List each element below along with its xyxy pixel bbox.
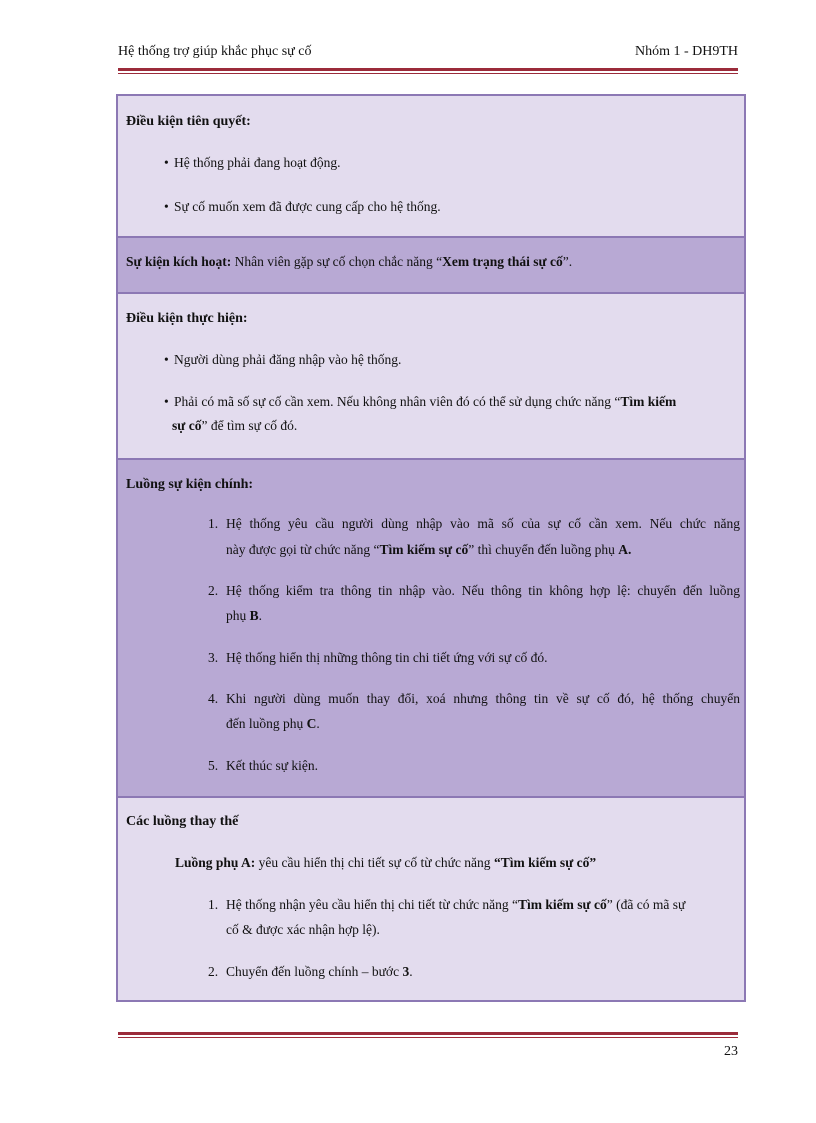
list-item-continuation: sự cố” để tìm sự cố đó. — [172, 418, 298, 433]
conditions-section: Điều kiện thực hiện: • Người dùng phải đăng nhập vào hệ thống. • Phải có mã số sự cố cần xem. Nếu không nhân viên đó có thể sử dụng chức năng “Tìm kiếm sự cố” để tìm sự cố đó. — [118, 294, 744, 460]
header-title: Hệ thống trợ giúp khắc phục sự cố — [118, 44, 312, 59]
page-header — [118, 44, 738, 64]
use-case-table — [116, 94, 746, 1002]
header-group: Nhóm 1 - DH9TH — [634, 44, 738, 59]
header-rule — [118, 68, 738, 74]
alt-flows-title: Các luồng thay thế — [126, 814, 239, 829]
preconditions-section: Điều kiện tiên quyết: • Hệ thống phải đang hoạt động. • Sự cố muốn xem đã được cung cấp cho hệ thống. — [118, 96, 744, 238]
conditions-title: Điều kiện thực hiện: — [126, 311, 248, 326]
bullet-icon: • — [164, 352, 169, 367]
footer-rule — [118, 1032, 738, 1038]
trigger-text: Sự kiện kích hoạt: Nhân viên gặp sự cố chọn chắc năng “Xem trạng thái sự cố”. — [126, 254, 573, 269]
sub-flow-heading: Luồng phụ A: yêu cầu hiển thị chi tiết sự cố từ chức năng “Tìm kiếm sự cố” — [175, 855, 597, 870]
alt-flows-section: Các luồng thay thế Luồng phụ A: yêu cầu hiển thị chi tiết sự cố từ chức năng “Tìm kiếm sự cố” 1. Hệ thống nhận yêu cầu hiển thị chi tiết từ chức năng “Tìm kiếm sự cố” (đã có mã sự cố & được xác nhận hợp lệ). 2. Chuyển đến luồng chính – bước 3. — [118, 798, 744, 1000]
bullet-icon: • — [164, 394, 169, 409]
main-flow-section: Luồng sự kiện chính: 1. Hệ thống yêu cầu người dùng nhập vào mã số của sự cố cần xem. Nếu chức năng này được gọi từ chức năng “Tìm kiếm sự cố” thì chuyển đến luồng phụ A. 2. Hệ thống kiểm tra thông tin nhập vào. Nếu thông tin không hợp lệ: chuyển đến luồng phụ B. 3. Hệ thống hiển thị những thông tin chi tiết ứng với sự cố đó. 4. Khi người dùng muốn thay đổi, xoá nhưng thông tin về sự cố đó, hệ thống chuyển đến luồng phụ C. 5. Kết thúc sự kiện. — [118, 460, 744, 798]
bullet-icon: • — [164, 155, 169, 170]
trigger-section — [118, 238, 744, 294]
page-number: 23 — [724, 1044, 738, 1059]
bullet-icon: • — [164, 199, 169, 214]
preconditions-title: Điều kiện tiên quyết: — [126, 114, 251, 129]
main-flow-title: Luồng sự kiện chính: — [126, 477, 254, 492]
